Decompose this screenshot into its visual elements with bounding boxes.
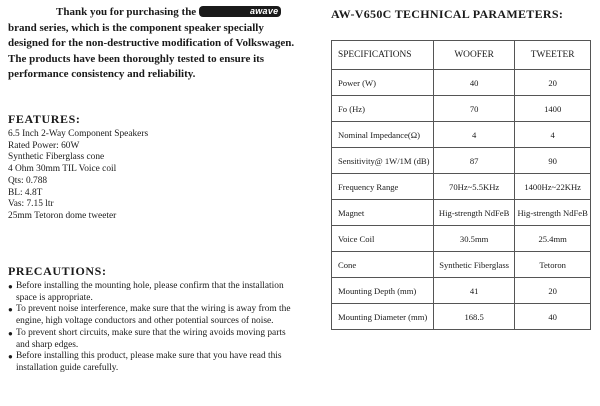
table-row	[332, 304, 591, 330]
woofer-value: 70Hz~5.5KHz	[433, 174, 514, 200]
precautions-heading: PRECAUTIONS:	[8, 264, 107, 278]
precaution-text: To prevent noise interference, make sure that the wiring is away from the engine, high voltage conductors and other potential sources of noise.	[16, 304, 291, 327]
features-item: Vas: 7.15 ltr	[8, 199, 54, 210]
table-row	[332, 70, 591, 96]
features-item: 25mm Tetoron dome tweeter	[8, 210, 117, 221]
bullet-icon: ●	[8, 305, 13, 315]
tweeter-value: 90	[515, 148, 591, 174]
intro-text-end: brand series, which is the component speaker specially designed for the non-destructive modification of Volkswagen. The products have been thoroughly tested to ensure its performance consistency and reliability.	[8, 21, 295, 81]
spec-label: Mounting Depth (mm)	[332, 278, 434, 304]
left-column	[8, 0, 300, 373]
params-table	[331, 40, 591, 330]
features-heading: FEATURES:	[8, 112, 81, 126]
tweeter-value: 40	[515, 304, 591, 330]
features-item: Rated Power: 60W	[8, 140, 80, 151]
tweeter-value: Hig-strength NdFeB	[515, 200, 591, 226]
bullet-icon: ●	[8, 352, 13, 362]
precaution-text: Before installing this product, please make sure that you have read this installation guide carefully.	[16, 351, 282, 373]
tweeter-value: 1400Hz~22KHz	[515, 174, 591, 200]
brand-logo: awave	[199, 6, 282, 17]
tweeter-value: Tetoron	[515, 252, 591, 278]
tweeter-value: 4	[515, 122, 591, 148]
header-woofer: WOOFER	[433, 41, 514, 70]
table-row	[332, 96, 591, 122]
woofer-value: Hig-strength NdFeB	[433, 200, 514, 226]
woofer-value: Synthetic Fiberglass	[433, 252, 514, 278]
woofer-value: 30.5mm	[433, 226, 514, 252]
intro-text-start: Thank you for purchasing the	[56, 6, 197, 18]
spec-label: Nominal Impedance(Ω)	[332, 122, 434, 148]
features-item: 4 Ohm 30mm TIL Voice coil	[8, 164, 117, 175]
tweeter-value: 20	[515, 70, 591, 96]
precaution-text: Before installing the mounting hole, please confirm that the installation space is appropriate.	[16, 281, 284, 303]
precaution-item	[8, 328, 300, 351]
woofer-value: 70	[433, 96, 514, 122]
woofer-value: 87	[433, 148, 514, 174]
spec-label: Mounting Diameter (mm)	[332, 304, 434, 330]
precaution-item	[8, 304, 300, 327]
precaution-text: To prevent short circuits, make sure that the wiring avoids moving parts and sharp edges.	[16, 327, 286, 350]
spec-label: Sensitivity@ 1W/1M (dB)	[332, 148, 434, 174]
tweeter-value: 20	[515, 278, 591, 304]
woofer-value: 41	[433, 278, 514, 304]
features-list	[8, 129, 148, 223]
spec-label: Fo (Hz)	[332, 96, 434, 122]
spec-label: Voice Coil	[332, 226, 434, 252]
spec-label: Frequency Range	[332, 174, 434, 200]
table-row	[332, 226, 591, 252]
header-tweeter: TWEETER	[515, 41, 591, 70]
tweeter-value: 25.4mm	[515, 226, 591, 252]
bullet-icon: ●	[8, 328, 13, 338]
features-item: 6.5 Inch 2-Way Component Speakers	[8, 129, 149, 139]
spec-label: Magnet	[332, 200, 434, 226]
precaution-item	[8, 281, 300, 304]
intro-paragraph	[8, 5, 300, 83]
table-row	[332, 174, 591, 200]
header-specifications: SPECIFICATIONS	[332, 41, 434, 70]
precautions-list	[8, 281, 300, 375]
table-row	[332, 252, 591, 278]
spec-label: Power (W)	[332, 70, 434, 96]
spec-label: Cone	[332, 252, 434, 278]
table-row	[332, 148, 591, 174]
features-item: BL: 4.8T	[8, 187, 43, 198]
tweeter-value: 1400	[515, 96, 591, 122]
woofer-value: 168.5	[433, 304, 514, 330]
params-title: AW-V650C TECHNICAL PARAMETERS:	[331, 7, 564, 21]
table-row	[332, 278, 591, 304]
table-row	[332, 200, 591, 226]
woofer-value: 40	[433, 70, 514, 96]
features-item: Qts: 0.788	[8, 175, 48, 186]
bullet-icon: ●	[8, 282, 13, 291]
woofer-value: 4	[433, 122, 514, 148]
precaution-item	[8, 351, 300, 374]
table-row	[332, 122, 591, 148]
features-item: Synthetic Fiberglass cone	[8, 152, 105, 163]
table-header-row	[332, 41, 591, 70]
